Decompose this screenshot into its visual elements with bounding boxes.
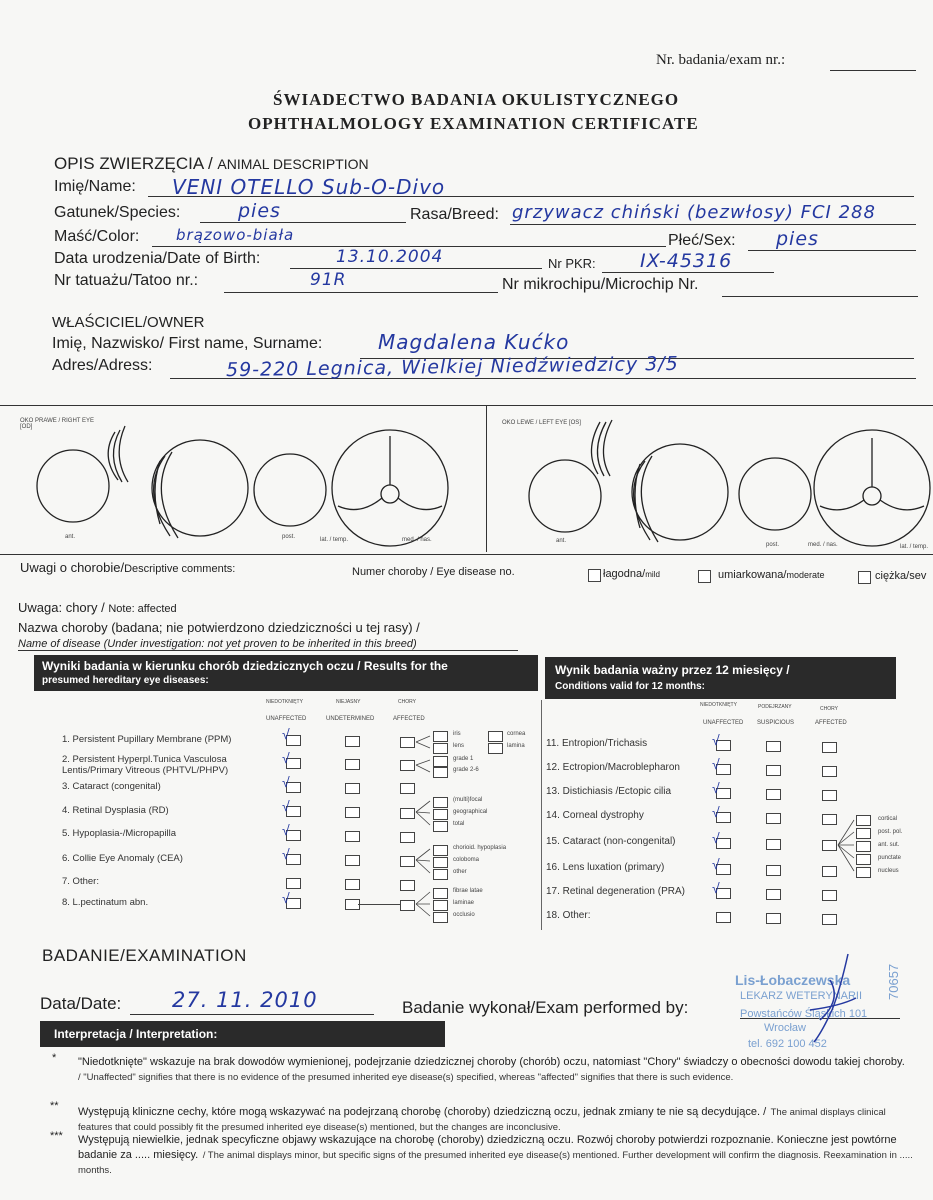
disease-row-8: 8. L.pectinatum abn. [62,897,149,908]
affected-note-en: Note: affected [108,603,177,615]
note1-en: / "Unaffected" signifies that there is no evidence of the presumed inherited eye disease(s) specified, whereas "affected" signifies that there is such evidence. [78,1072,734,1083]
note2-pl: Występują kliniczne cechy, które mogą wskazywać na podejrzaną chorobę (choroby) dziedziczną oczu, jednak zmiany te nie są decydujące. / [78,1106,767,1118]
nucleus-checkbox[interactable] [856,867,871,878]
r-col-suspicious: SUSPICIOUS [757,720,795,726]
tick-rd: √ [282,798,290,814]
col-undetermined: UNDETERMINED [326,716,375,722]
iris-label: iris [453,731,461,737]
cond-row-18: 18. Other: [546,910,591,921]
other-undetermined-checkbox[interactable] [345,879,360,890]
corneal-suspicious-checkbox[interactable] [766,813,781,824]
distichiasis-affected-checkbox[interactable] [822,790,837,801]
exam-nr-label: Nr. badania/exam nr.: [656,52,786,68]
grade1-label: grade 1 [453,756,474,762]
tick-distichiasis: √ [712,780,720,796]
left-post-label: post. [766,542,780,548]
distichiasis-suspicious-checkbox[interactable] [766,789,781,800]
r-col-unaffected-pl: NIEDOTKNIĘTY [700,702,737,708]
right-med-label: med. / nas. [402,537,432,543]
r-col-affected: AFFECTED [815,720,847,726]
lamina-checkbox[interactable] [488,743,503,754]
cataract-undetermined-checkbox[interactable] [345,783,360,794]
entropion-suspicious-checkbox[interactable] [766,741,781,752]
exam-date-label: Data/Date: [40,994,122,1013]
sex-value: pies [776,228,819,250]
exam-nr-line [830,70,916,71]
hypoplasia-undetermined-checkbox[interactable] [345,831,360,842]
disease-row-4: 4. Retinal Dysplasia (RD) [62,805,169,816]
disease-row-1: 1. Persistent Pupillary Membrane (PPM) [62,734,232,745]
dob-label: Data urodzenia/Date of Birth: [54,250,261,267]
other18-affected-checkbox[interactable] [822,914,837,925]
color-value: brązowo-biała [176,226,295,244]
lens-label: lens [453,743,465,749]
tick-ppm: √ [282,726,290,742]
address-label: Adres/Adress: [52,357,153,374]
note3-en: / The animal displays minor, but specific signs of the presumed inherited eye disease(s) mentioned. Further development will confirm the diagnosis. Reexamination in ..... months. [78,1150,913,1176]
nucleus-label: nucleus [878,868,899,874]
cortical-checkbox[interactable] [856,815,871,826]
exam-date-value: 27. 11. 2010 [172,988,318,1012]
cornea-label: cornea [507,731,526,737]
left-panel-header [34,655,538,691]
left-eye-front-diagram [529,460,601,532]
left-eye-label: OKO LEWE / LEFT EYE [OS] [502,420,581,426]
punctate-label: punctate [878,855,902,861]
disease-name-pl: Nazwa choroby (badana; nie potwierdzono dziedziczności u tej rasy) / [18,620,420,635]
eye-diagrams [0,406,933,552]
lpect-connector [358,904,400,905]
total-label: total [453,821,465,827]
right-lat-label: lat. / temp. [320,537,349,543]
left-eye-lid-arc [591,422,600,474]
left-eye-lens-diagram [739,458,811,530]
tattoo-label: Nr tatuażu/Tatoo nr.: [54,272,199,289]
note2 [78,1104,918,1134]
dob-line [290,268,542,269]
post-pol-label: post. pol. [878,829,903,835]
interpretation-heading: Interpretacja / Interpretation: [54,1027,218,1041]
luxation-suspicious-checkbox[interactable] [766,865,781,876]
tick-ectropion: √ [712,756,720,772]
comments-label [20,560,235,575]
cataract-nc-suspicious-checkbox[interactable] [766,839,781,850]
cond-row-17: 17. Retinal degeneration (PRA) [546,886,685,897]
cataract-nc-affected-checkbox[interactable] [822,840,837,851]
cond-row-13: 13. Distichiasis /Ectopic cilia [546,786,672,797]
ant-sut-label: ant. sut. [878,842,900,848]
cond-row-16: 16. Lens luxation (primary) [546,862,665,873]
animal-heading [54,154,369,174]
pkr-value: IX-45316 [640,250,733,272]
left-lat-label: lat. / temp. [900,544,929,550]
coloboma-label: coloboma [453,857,480,863]
choroid-label: chorioid. hypoplasia [453,845,507,851]
ant-sut-checkbox[interactable] [856,841,871,852]
dob-value: 13.10.2004 [336,247,444,267]
col-unaffected-pl: NIEDOTKNIĘTY [266,699,303,705]
geographical-label: geographical [453,809,488,815]
cond-row-14: 14. Corneal dystrophy [546,810,644,821]
disease-row-7: 7. Other: [62,876,99,887]
signature [800,950,860,1050]
left-eye-section-diagram [632,444,728,540]
tattoo-value: 91R [310,270,347,290]
tick-luxation: √ [712,856,720,872]
name-label: Imię/Name: [54,178,136,195]
stamp-phone: tel. 692 100 452 [748,1038,827,1050]
disease-row-3: 3. Cataract (congenital) [62,781,161,792]
moderate-checkbox[interactable] [698,570,711,583]
severe-checkbox[interactable] [858,571,871,584]
disease-no-label: Numer choroby / Eye disease no. [352,566,515,578]
ectropion-affected-checkbox[interactable] [822,766,837,777]
stamp-address: Powstańców Śląskich 101 [740,1008,868,1020]
col-affected-pl: CHORY [398,699,416,705]
tick-pra: √ [712,880,720,896]
left-ant-label: ant. [556,538,567,544]
other-sub-label: other [453,869,467,875]
occlusio-label: occlusio [453,912,475,918]
tattoo-line [224,292,498,293]
species-value: pies [238,200,281,222]
note3 [78,1132,926,1177]
animal-heading-en: ANIMAL DESCRIPTION [217,156,369,172]
species-label: Gatunek/Species: [54,204,181,221]
right-panel-header [545,657,896,699]
note1-pl: "Niedotknięte" wskazuje na brak dowodów wymienionej, podejrzanie dziedzicznej choroby (chorób) oczu, natomiast "Chory" świadczy o obecności dowodu takiej choroby. [78,1056,905,1068]
note3-star: *** [50,1130,63,1142]
disease-name-line [18,650,518,651]
stamp-number: 70657 [886,963,901,1000]
laminae-label: laminae [453,900,475,906]
exam-performed-label: Badanie wykonał/Exam performed by: [402,998,689,1017]
comments-label-pl: Uwagi o chorobie/ [20,560,125,575]
panel-divider [541,700,542,930]
entropion-affected-checkbox[interactable] [822,742,837,753]
r-col-suspicious-pl: PODEJRZANY [758,704,792,710]
tick-corneal: √ [712,804,720,820]
cortical-label: cortical [878,816,898,822]
tick-phtvl: √ [282,750,290,766]
title-pl: ŚWIADECTWO BADANIA OKULISTYCZNEGO [273,90,680,109]
stamp-city: Wrocław [764,1022,806,1034]
exam-date-line [130,1014,374,1015]
cond-row-11: 11. Entropion/Trichasis [546,738,648,749]
ectropion-suspicious-checkbox[interactable] [766,765,781,776]
affected-note [18,600,177,615]
tick-cataract-nc: √ [712,830,720,846]
post-pol-checkbox[interactable] [856,828,871,839]
right-panel-header-pl: Wynik badania ważny przez 12 miesięcy / [555,663,790,677]
left-branch-connectors [410,728,440,924]
right-ant-label: ant. [65,534,76,540]
other18-unaffected-checkbox[interactable] [716,912,731,923]
left-panel-header-en: presumed hereditary eye diseases: [42,675,209,686]
breed-label: Rasa/Breed: [410,206,499,223]
phtvl-undetermined-checkbox[interactable] [345,759,360,770]
comments-label-en: Descriptive comments: [124,563,236,575]
disease-row-5: 5. Hypoplasia-/Micropapilla [62,828,177,839]
pra-affected-checkbox[interactable] [822,890,837,901]
col-unaffected: UNAFFECTED [266,716,307,722]
disease-row-2: 2. Persistent Hyperpl.Tunica Vasculosa Lentis/Primary Vitreous (PHTVL/PHPV) [62,754,229,776]
tick-lpect: √ [282,890,290,906]
corneal-affected-checkbox[interactable] [822,814,837,825]
stamp-name: Lis-Łobaczewska [735,972,851,988]
microchip-label: Nr mikrochipu/Microchip Nr. [502,276,699,293]
r-col-unaffected: UNAFFECTED [703,720,744,726]
breed-line [510,224,916,225]
rd-undetermined-checkbox[interactable] [345,807,360,818]
pkr-label: Nr PKR: [548,256,596,271]
other18-suspicious-checkbox[interactable] [766,913,781,924]
cond-row-12: 12. Ectropion/Macroblepharon [546,762,680,773]
breed-value: grzywacz chiński (bezwłosy) FCI 288 [512,202,876,223]
right-eye-label: OKO PRAWE / RIGHT EYE [OD] [20,418,95,430]
sex-line [748,250,916,251]
pra-suspicious-checkbox[interactable] [766,889,781,900]
left-med-label: med. / nas. [808,542,838,548]
col-affected: AFFECTED [393,716,425,722]
other-unaffected-checkbox[interactable] [286,878,301,889]
mild-label: łagodna/mild [603,568,660,580]
col-undetermined-pl: NIEJASNY [336,699,361,705]
note1 [78,1054,908,1084]
fibrae-label: fibrae latae [453,888,483,894]
tick-cataract: √ [282,774,290,790]
interpretation-header [40,1021,445,1047]
moderate-label: umiarkowana/moderate [718,569,825,581]
lamina-label: lamina [507,743,525,749]
exam-heading: BADANIE/EXAMINATION [42,946,247,965]
right-eye-section-diagram [152,440,248,536]
note1-star: * [52,1052,57,1064]
grade26-label: grade 2-6 [453,767,479,773]
species-line [200,222,406,223]
severe-label: ciężka/sev [875,570,927,582]
right-eye-lens-diagram [254,454,326,526]
punctate-checkbox[interactable] [856,854,871,865]
note3-pl: Występują niewielkie, jednak specyficzne objawy wskazujące na chorobę (choroby) dziedziczną oczu. Rozwój choroby potwierdzi rozpoznanie. Konieczne jest powtórne badanie za ..... miesięcy. [78,1134,897,1161]
cea-undetermined-checkbox[interactable] [345,855,360,866]
microchip-line [722,296,918,297]
affected-uwaga: Uwaga: chory / [18,600,105,615]
ppm-undetermined-checkbox[interactable] [345,736,360,747]
owner-heading: WŁAŚCICIEL/OWNER [52,314,205,331]
cornea-checkbox[interactable] [488,731,503,742]
disease-row-6: 6. Collie Eye Anomaly (CEA) [62,853,183,864]
multifocal-label: (multi)focal [453,797,483,803]
right-post-label: post. [282,534,296,540]
right-panel-header-en: Conditions valid for 12 months: [555,681,706,692]
owner-name-value: Magdalena Kućko [378,330,570,354]
note2-en: The animal displays clinical features that could possibly fit the presumed inherited eye disease(s) mentioned, but the changes are inconclusive. [78,1107,886,1133]
stamp-title: LEKARZ WETERYNARII [740,990,863,1002]
luxation-affected-checkbox[interactable] [822,866,837,877]
animal-heading-pl: OPIS ZWIERZĘCIA / [54,154,213,173]
right-eye-front-diagram [37,450,109,522]
title-en: OPHTHALMOLOGY EXAMINATION CERTIFICATE [248,114,699,133]
sex-label: Płeć/Sex: [668,232,736,249]
tick-entropion: √ [712,732,720,748]
r-col-affected-pl: CHORY [820,706,838,712]
note2-star: ** [50,1100,59,1112]
owner-name-label: Imię, Nazwisko/ First name, Surname: [52,335,323,352]
name-value: VENI OTELLO Sub-O-Divo [172,175,446,199]
cond-row-15: 15. Cataract (non-congenital) [546,836,676,847]
disease-name-en: Name of disease (Under investigation: not yet proven to be inherited in this breed) [18,638,417,650]
pkr-line [602,272,774,273]
mild-checkbox[interactable] [588,569,601,582]
tick-hypoplasia: √ [282,822,290,838]
left-panel-header-pl: Wyniki badania w kierunku chorób dziedzicznych oczu / Results for the [42,659,448,673]
color-label: Maść/Color: [54,228,140,245]
tick-cea: √ [282,846,290,862]
address-value: 59-220 Legnica, Wielkiej Niedźwiedzicy 3/5 [225,352,679,382]
